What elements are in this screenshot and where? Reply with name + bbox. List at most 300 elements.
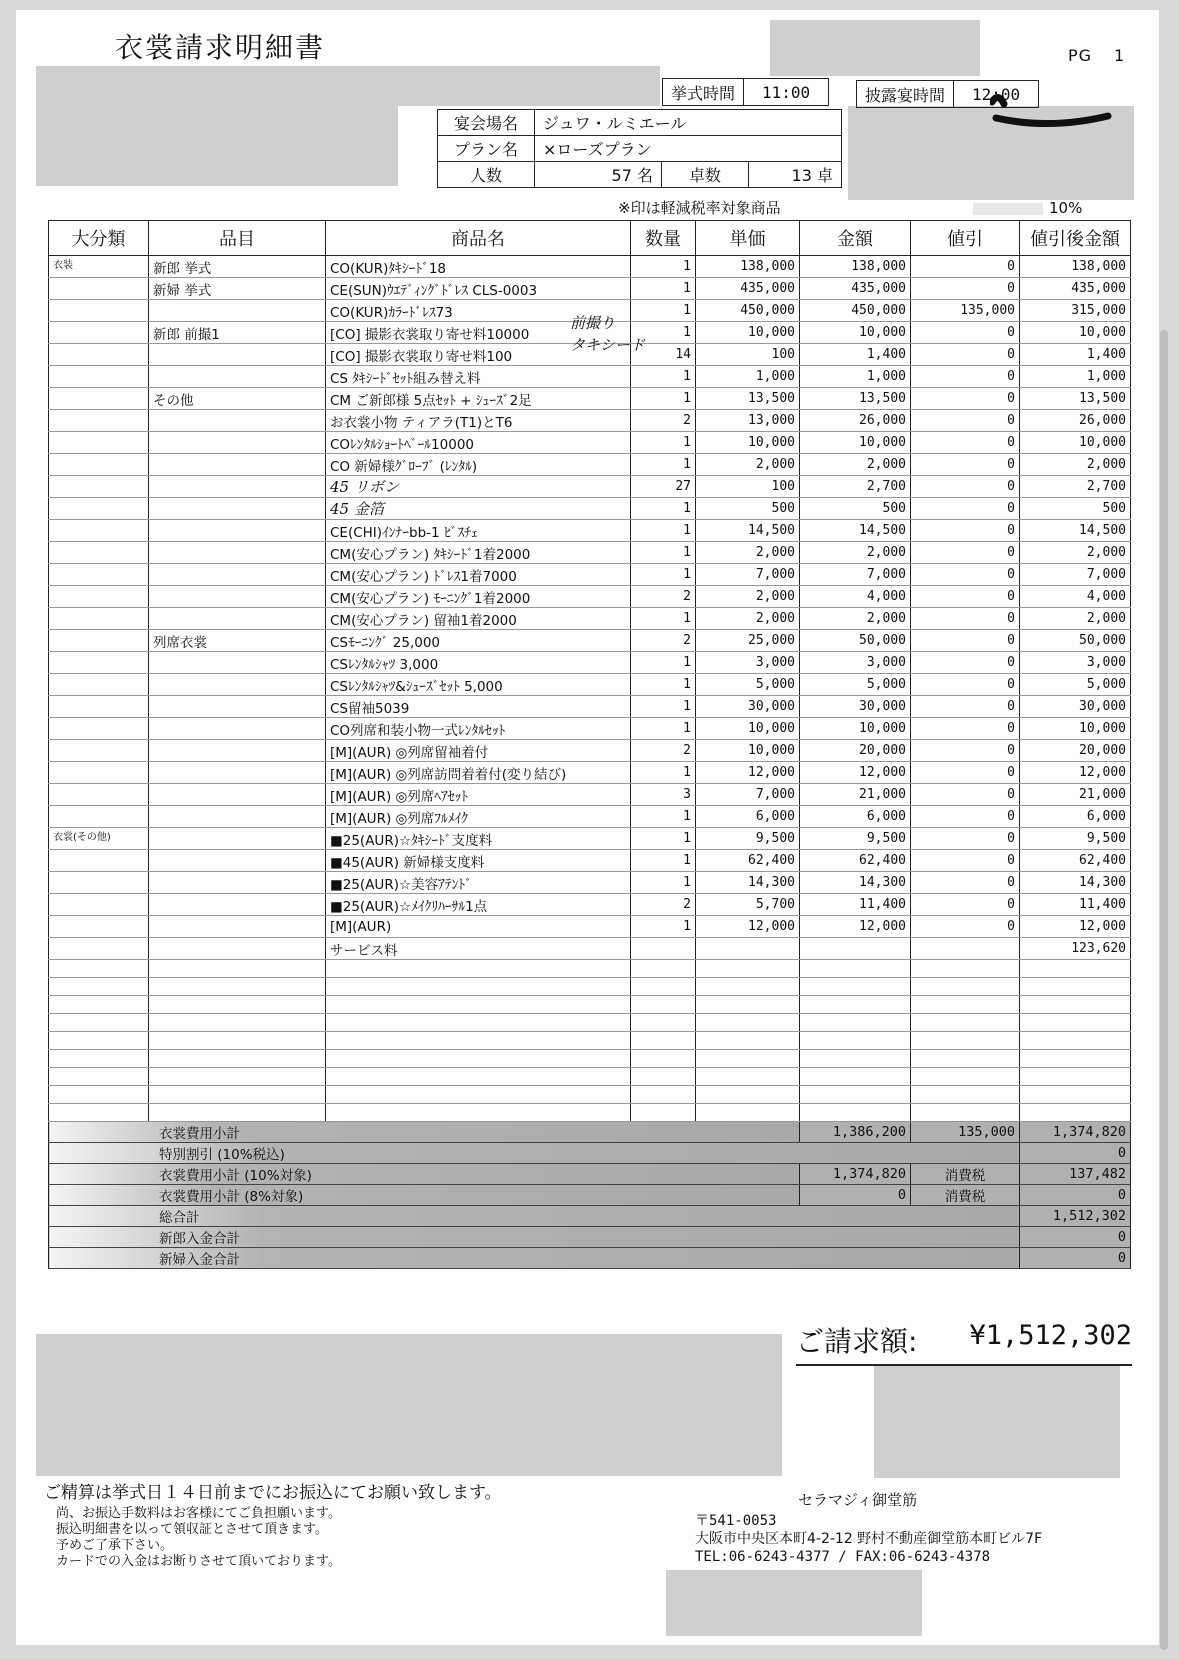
row-item (149, 696, 326, 718)
row-item: 新郎 挙式 (149, 256, 326, 278)
table-header-row (49, 221, 1131, 256)
table-row (49, 366, 1131, 388)
plan-value: ×ローズプラン (535, 136, 842, 162)
empty-cell (800, 1104, 911, 1122)
row-item: 新婦 挙式 (149, 278, 326, 300)
row-item (149, 784, 326, 806)
row-net-amount: 435,000 (1020, 278, 1131, 300)
row-category (49, 542, 149, 564)
row-item (149, 476, 326, 498)
row-quantity: 1 (631, 828, 696, 850)
empty-cell (631, 1086, 696, 1104)
empty-cell (149, 1032, 326, 1050)
empty-row (49, 1014, 1131, 1032)
row-item (149, 542, 326, 564)
empty-cell (326, 1086, 631, 1104)
row-amount: 12,000 (800, 916, 911, 938)
tax-label: 消費税 (911, 1185, 1020, 1206)
row-unit-price: 13,000 (696, 410, 800, 432)
bride-payment-row (49, 1248, 1131, 1269)
row-product-name: CM(安心プラン) ﾓｰﾆﾝｸﾞ1着2000 (326, 586, 631, 608)
table-row (49, 498, 1131, 520)
row-product-name: CM(安心プラン) ﾄﾞﾚｽ1着7000 (326, 564, 631, 586)
empty-cell (326, 1104, 631, 1122)
empty-cell (149, 1104, 326, 1122)
tax-rate-value: 10% (1049, 199, 1083, 217)
row-item (149, 454, 326, 476)
row-amount: 50,000 (800, 630, 911, 652)
row-item (149, 740, 326, 762)
row-amount: 5,000 (800, 674, 911, 696)
table-row (49, 894, 1131, 916)
row-discount: 0 (911, 278, 1020, 300)
row-item (149, 762, 326, 784)
handwritten-annotation (570, 312, 645, 356)
empty-cell (631, 1032, 696, 1050)
row-item: その他 (149, 388, 326, 410)
special-discount-label: 特別割引 (10%税込) (49, 1143, 1020, 1164)
row-category: 衣裳(その他) (49, 828, 149, 850)
row-product-name: CM ご新郎様 5点ｾｯﾄ + ｼｭｰｽﾞ2足 (326, 388, 631, 410)
row-unit-price: 13,500 (696, 388, 800, 410)
table-row (49, 938, 1131, 960)
row-discount (911, 938, 1020, 960)
table-row (49, 872, 1131, 894)
payment-note-line: 振込明細書を以って領収証とさせて頂きます。 (56, 1522, 328, 1537)
empty-cell (696, 1104, 800, 1122)
empty-cell (800, 1086, 911, 1104)
reduced-tax-note: ※印は軽減税率対象商品 (618, 199, 781, 217)
row-product-name: CM(安心プラン) 留袖1着2000 (326, 608, 631, 630)
row-discount: 0 (911, 784, 1020, 806)
empty-cell (696, 996, 800, 1014)
row-quantity: 1 (631, 718, 696, 740)
row-net-amount: 2,000 (1020, 542, 1131, 564)
tax-rate (973, 199, 1082, 217)
row-category (49, 718, 149, 740)
row-unit-price: 3,000 (696, 652, 800, 674)
groom-payment-row (49, 1227, 1131, 1248)
row-quantity: 1 (631, 322, 696, 344)
row-product-name: ■45(AUR) 新婦様支度料 (326, 850, 631, 872)
row-discount: 0 (911, 696, 1020, 718)
empty-row (49, 1032, 1131, 1050)
row-product-name: [M](AUR) ◎列席ﾌﾙﾒｲｸ (326, 806, 631, 828)
line-items-table (48, 220, 1131, 1269)
empty-cell (1020, 1086, 1131, 1104)
row-unit-price: 10,000 (696, 740, 800, 762)
row-item (149, 410, 326, 432)
row-item: 列席衣裳 (149, 630, 326, 652)
row-item (149, 894, 326, 916)
row-net-amount: 21,000 (1020, 784, 1131, 806)
col-header: 金額 (800, 221, 911, 256)
row-quantity: 1 (631, 498, 696, 520)
row-net-amount: 10,000 (1020, 322, 1131, 344)
row-item (149, 674, 326, 696)
payment-deadline-note: ご精算は挙式日１４日前までにお振込にてお願い致します。 (44, 1483, 502, 1503)
empty-cell (1020, 1068, 1131, 1086)
empty-cell (696, 1068, 800, 1086)
row-item (149, 872, 326, 894)
plan-label: プラン名 (438, 136, 535, 162)
row-product-name: 45 金箔 (326, 498, 631, 520)
row-amount (800, 938, 911, 960)
reception-time-label: 披露宴時間 (857, 81, 954, 107)
empty-cell (149, 1086, 326, 1104)
empty-cell (49, 996, 149, 1014)
table-row (49, 784, 1131, 806)
row-net-amount: 62,400 (1020, 850, 1131, 872)
table-row (49, 564, 1131, 586)
row-amount: 26,000 (800, 410, 911, 432)
row-quantity: 2 (631, 586, 696, 608)
row-category (49, 410, 149, 432)
empty-cell (631, 1014, 696, 1032)
empty-cell (800, 1014, 911, 1032)
row-quantity: 1 (631, 432, 696, 454)
row-quantity (631, 938, 696, 960)
row-amount: 2,000 (800, 542, 911, 564)
empty-cell (49, 1014, 149, 1032)
empty-row (49, 1068, 1131, 1086)
venue-info-table (437, 109, 842, 188)
row-quantity: 14 (631, 344, 696, 366)
row-amount: 6,000 (800, 806, 911, 828)
street-address: 大阪市中央区本町4-2-12 野村不動産御堂筋本町ビル7F (695, 1531, 1043, 1547)
row-product-name: ■25(AUR)☆ﾀｷｼｰﾄﾞ支度料 (326, 828, 631, 850)
row-quantity: 1 (631, 300, 696, 322)
pg-label: PG (1068, 46, 1093, 65)
table-row (49, 256, 1131, 278)
document-title: 衣裳請求明細書 (115, 31, 326, 64)
row-discount: 0 (911, 432, 1020, 454)
tel-fax: TEL:06-6243-4377 / FAX:06-6243-4378 (695, 1549, 991, 1565)
subtotal-amount: 1,386,200 (800, 1122, 911, 1143)
row-amount: 14,300 (800, 872, 911, 894)
redacted-block (666, 1570, 922, 1636)
empty-cell (1020, 978, 1131, 996)
row-amount: 1,400 (800, 344, 911, 366)
row-unit-price: 25,000 (696, 630, 800, 652)
empty-cell (149, 960, 326, 978)
row-net-amount: 138,000 (1020, 256, 1131, 278)
row-net-amount: 12,000 (1020, 916, 1131, 938)
row-product-name: CO 新婦様ｸﾞﾛｰﾌﾞ (ﾚﾝﾀﾙ) (326, 454, 631, 476)
row-amount: 500 (800, 498, 911, 520)
row-product-name: [M](AUR) ◎列席留袖着付 (326, 740, 631, 762)
row-quantity: 27 (631, 476, 696, 498)
grand-total-net: 1,512,302 (1020, 1206, 1131, 1227)
row-unit-price: 5,700 (696, 894, 800, 916)
groom-payment-net: 0 (1020, 1227, 1131, 1248)
table-row (49, 542, 1131, 564)
col-header: 品目 (149, 221, 326, 256)
tax-rate-smudge (973, 203, 1043, 215)
row-product-name: CM(安心プラン) ﾀｷｼｰﾄﾞ1着2000 (326, 542, 631, 564)
empty-cell (696, 1086, 800, 1104)
hall-value: ジュワ・ルミエール (535, 110, 842, 136)
hall-label: 宴会場名 (438, 110, 535, 136)
row-category (49, 564, 149, 586)
redacted-block (398, 66, 660, 106)
col-header: 単価 (696, 221, 800, 256)
row-quantity: 1 (631, 388, 696, 410)
empty-cell (149, 1068, 326, 1086)
row-quantity: 1 (631, 256, 696, 278)
row-category (49, 784, 149, 806)
empty-cell (49, 960, 149, 978)
row-item (149, 806, 326, 828)
row-category (49, 652, 149, 674)
table-row (49, 652, 1131, 674)
row-discount: 135,000 (911, 300, 1020, 322)
row-net-amount: 1,400 (1020, 344, 1131, 366)
special-discount-net: 0 (1020, 1143, 1131, 1164)
scrollbar[interactable] (1160, 330, 1168, 1650)
ceremony-time-box (662, 78, 829, 106)
row-unit-price: 7,000 (696, 784, 800, 806)
row-discount: 0 (911, 410, 1020, 432)
bride-payment-net: 0 (1020, 1248, 1131, 1269)
reception-time-value: 12:00 (972, 84, 1021, 104)
subtotal-row (49, 1122, 1131, 1143)
row-amount: 1,000 (800, 366, 911, 388)
empty-cell (49, 978, 149, 996)
row-net-amount: 26,000 (1020, 410, 1131, 432)
guests-label: 人数 (438, 162, 535, 188)
empty-cell (49, 1050, 149, 1068)
row-quantity: 1 (631, 652, 696, 674)
row-net-amount: 50,000 (1020, 630, 1131, 652)
subtotal-10-row (49, 1164, 1131, 1185)
empty-cell (800, 960, 911, 978)
row-net-amount: 2,700 (1020, 476, 1131, 498)
payment-note-line: 予めご了承下さい。 (56, 1538, 174, 1553)
empty-cell (696, 960, 800, 978)
ceremony-time-label: 挙式時間 (663, 79, 744, 105)
invoice-amount (796, 1320, 1132, 1366)
table-row (49, 520, 1131, 542)
empty-cell (911, 1050, 1020, 1068)
row-net-amount: 123,620 (1020, 938, 1131, 960)
row-discount: 0 (911, 652, 1020, 674)
row-category (49, 696, 149, 718)
empty-cell (631, 978, 696, 996)
table-row (49, 432, 1131, 454)
empty-cell (696, 1032, 800, 1050)
row-quantity: 1 (631, 542, 696, 564)
empty-cell (696, 1014, 800, 1032)
empty-cell (800, 978, 911, 996)
tables-value: 13 卓 (749, 162, 842, 188)
row-unit-price: 10,000 (696, 718, 800, 740)
row-net-amount: 5,000 (1020, 674, 1131, 696)
row-quantity: 1 (631, 454, 696, 476)
empty-cell (696, 978, 800, 996)
subtotal-8-label: 衣裳費用小計 (8%対象) (49, 1185, 800, 1206)
empty-row (49, 1050, 1131, 1068)
row-item (149, 718, 326, 740)
row-unit-price: 5,000 (696, 674, 800, 696)
row-discount: 0 (911, 740, 1020, 762)
bride-payment-label: 新婦入金合計 (49, 1248, 1020, 1269)
row-category (49, 366, 149, 388)
table-row (49, 850, 1131, 872)
row-item: 新郎 前撮1 (149, 322, 326, 344)
row-category (49, 806, 149, 828)
row-item (149, 498, 326, 520)
empty-cell (911, 978, 1020, 996)
empty-cell (911, 1032, 1020, 1050)
empty-cell (696, 1050, 800, 1068)
row-unit-price (696, 938, 800, 960)
table-row (49, 586, 1131, 608)
row-net-amount: 10,000 (1020, 718, 1131, 740)
row-unit-price: 2,000 (696, 608, 800, 630)
table-row (49, 630, 1131, 652)
row-net-amount: 4,000 (1020, 586, 1131, 608)
row-unit-price: 6,000 (696, 806, 800, 828)
tables-label: 卓数 (662, 162, 749, 188)
row-discount: 0 (911, 388, 1020, 410)
row-net-amount: 10,000 (1020, 432, 1131, 454)
row-product-name: CS ﾀｷｼｰﾄﾞｾｯﾄ組み替え料 (326, 366, 631, 388)
row-quantity: 1 (631, 850, 696, 872)
row-item (149, 828, 326, 850)
table-row (49, 806, 1131, 828)
row-quantity: 1 (631, 872, 696, 894)
row-amount: 21,000 (800, 784, 911, 806)
row-category (49, 630, 149, 652)
row-unit-price: 2,000 (696, 454, 800, 476)
subtotal-10-tax: 137,482 (1020, 1164, 1131, 1185)
row-discount: 0 (911, 564, 1020, 586)
row-amount: 30,000 (800, 696, 911, 718)
row-category (49, 916, 149, 938)
payment-notes (56, 1506, 341, 1570)
row-discount: 0 (911, 322, 1020, 344)
empty-cell (800, 1050, 911, 1068)
row-item (149, 938, 326, 960)
row-discount: 0 (911, 344, 1020, 366)
row-unit-price: 100 (696, 476, 800, 498)
row-net-amount: 14,500 (1020, 520, 1131, 542)
row-quantity: 1 (631, 520, 696, 542)
empty-cell (911, 1014, 1020, 1032)
row-discount: 0 (911, 520, 1020, 542)
row-product-name: CO列席和装小物一式ﾚﾝﾀﾙｾｯﾄ (326, 718, 631, 740)
row-discount: 0 (911, 674, 1020, 696)
empty-cell (326, 1014, 631, 1032)
empty-cell (631, 996, 696, 1014)
row-item (149, 300, 326, 322)
row-product-name: [M](AUR) ◎列席ﾍｱｾｯﾄ (326, 784, 631, 806)
row-net-amount: 20,000 (1020, 740, 1131, 762)
row-category (49, 278, 149, 300)
empty-cell (326, 960, 631, 978)
handwritten-line: 前撮り (570, 314, 616, 332)
row-amount: 138,000 (800, 256, 911, 278)
redacted-block (36, 66, 398, 186)
subtotal-discount: 135,000 (911, 1122, 1020, 1143)
row-discount: 0 (911, 894, 1020, 916)
row-product-name: CE(SUN)ｳｴﾃﾞｨﾝｸﾞﾄﾞﾚｽ CLS-0003 (326, 278, 631, 300)
subtotal-8-tax: 0 (1020, 1185, 1131, 1206)
row-unit-price: 9,500 (696, 828, 800, 850)
empty-cell (149, 978, 326, 996)
row-category (49, 322, 149, 344)
row-unit-price: 100 (696, 344, 800, 366)
row-amount: 10,000 (800, 718, 911, 740)
row-net-amount: 500 (1020, 498, 1131, 520)
row-net-amount: 11,400 (1020, 894, 1131, 916)
row-quantity: 1 (631, 366, 696, 388)
row-quantity: 1 (631, 674, 696, 696)
row-amount: 7,000 (800, 564, 911, 586)
row-product-name: CSﾚﾝﾀﾙｼｬﾂ 3,000 (326, 652, 631, 674)
empty-cell (1020, 1032, 1131, 1050)
row-item (149, 652, 326, 674)
row-product-name: CO(KUR)ﾀｷｼｰﾄﾞ18 (326, 256, 631, 278)
row-category (49, 498, 149, 520)
row-unit-price: 1,000 (696, 366, 800, 388)
row-quantity: 1 (631, 608, 696, 630)
row-product-name: CSﾓｰﾆﾝｸﾞ 25,000 (326, 630, 631, 652)
row-net-amount: 12,000 (1020, 762, 1131, 784)
table-row (49, 740, 1131, 762)
table-row (49, 410, 1131, 432)
row-product-name: [M](AUR) (326, 916, 631, 938)
redacted-block (770, 20, 980, 76)
empty-cell (326, 1032, 631, 1050)
tax-label: 消費税 (911, 1164, 1020, 1185)
row-discount: 0 (911, 762, 1020, 784)
table-row (49, 608, 1131, 630)
subtotal-10-label: 衣裳費用小計 (10%対象) (49, 1164, 800, 1185)
row-amount: 14,500 (800, 520, 911, 542)
row-unit-price: 138,000 (696, 256, 800, 278)
row-quantity: 1 (631, 762, 696, 784)
row-amount: 2,000 (800, 608, 911, 630)
empty-row (49, 978, 1131, 996)
row-product-name: COﾚﾝﾀﾙｼｮｰﾄﾍﾞｰﾙ10000 (326, 432, 631, 454)
row-discount: 0 (911, 586, 1020, 608)
subtotal-8-amount: 0 (800, 1185, 911, 1206)
empty-row (49, 996, 1131, 1014)
ceremony-time-value: 11:00 (762, 82, 811, 102)
row-quantity: 2 (631, 740, 696, 762)
postal-code: 〒541-0053 (695, 1513, 777, 1529)
row-discount: 0 (911, 476, 1020, 498)
row-amount: 13,500 (800, 388, 911, 410)
col-header: 大分類 (49, 221, 149, 256)
empty-cell (631, 960, 696, 978)
row-net-amount: 14,300 (1020, 872, 1131, 894)
row-discount: 0 (911, 718, 1020, 740)
table-row (49, 718, 1131, 740)
row-unit-price: 12,000 (696, 762, 800, 784)
empty-cell (800, 1068, 911, 1086)
row-quantity: 1 (631, 564, 696, 586)
row-unit-price: 14,300 (696, 872, 800, 894)
table-row (49, 828, 1131, 850)
row-amount: 10,000 (800, 322, 911, 344)
row-net-amount: 9,500 (1020, 828, 1131, 850)
row-amount: 10,000 (800, 432, 911, 454)
row-discount: 0 (911, 542, 1020, 564)
row-unit-price: 500 (696, 498, 800, 520)
